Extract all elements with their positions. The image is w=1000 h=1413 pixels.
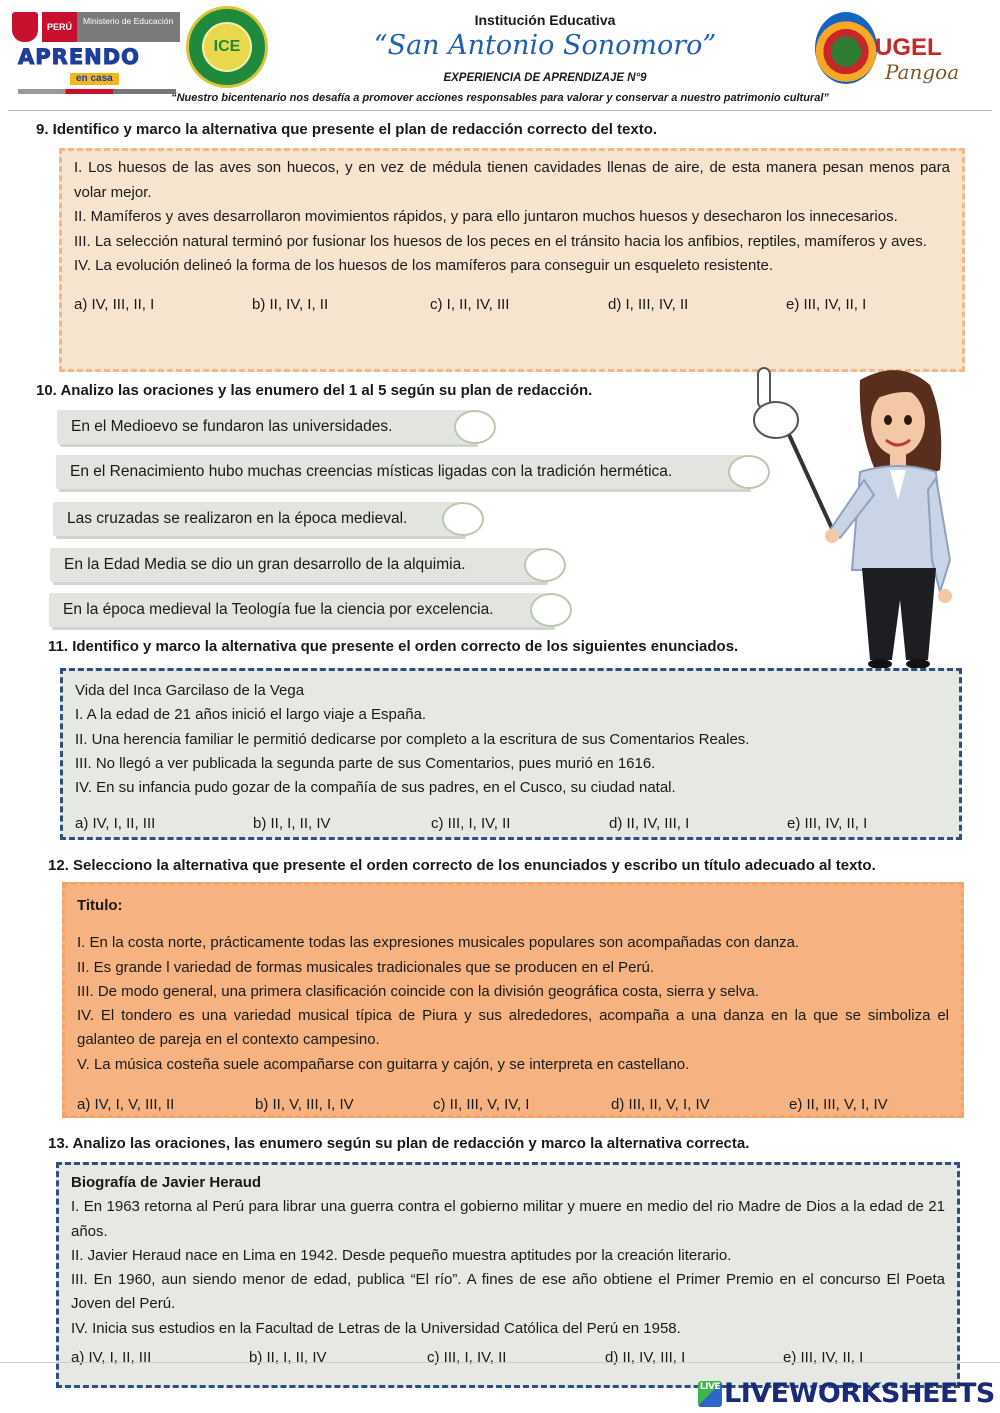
q13-title: Biografía de Javier Heraud bbox=[71, 1174, 262, 1191]
q12-statement: II. Es grande l variedad de formas musicales tradicionales que se producen en el Perú. bbox=[77, 958, 654, 976]
q13-options bbox=[71, 1346, 945, 1370]
q12-option-d[interactable]: d) III, II, V, I, IV bbox=[611, 1096, 710, 1114]
q10-answer-circle-3[interactable] bbox=[442, 502, 484, 536]
q12-statement: I. En la costa norte, prácticamente todas las expresiones musicales populares son acompañadas con danza. bbox=[77, 934, 800, 952]
q10-sentence-text: En el Medioevo se fundaron las universidades. bbox=[71, 418, 393, 435]
q10-prompt: 10. Analizo las oraciones y las enumero del 1 al 5 según su plan de redacción. bbox=[36, 382, 593, 399]
q9-statement: II. Mamíferos y aves desarrollaron movimientos rápidos, y para ello juntaron muchos huesos y desecharon los innecesarios. bbox=[74, 208, 898, 225]
q11-option-e[interactable]: e) III, IV, II, I bbox=[787, 815, 868, 833]
q10-answer-circle-4[interactable] bbox=[524, 548, 566, 582]
q12-option-c[interactable]: c) II, III, V, IV, I bbox=[433, 1096, 530, 1114]
experience-title: EXPERIENCIA DE APRENDIZAJE N°9 bbox=[443, 72, 647, 84]
q13-statement: III. En 1960, aun siendo menor de edad, publica “El río”. A fines de ese año obtiene el Primer Premio en el concurso El Poeta Joven del Perú. bbox=[71, 1271, 945, 1313]
q13-statement: II. Javier Heraud nace en Lima en 1942. Desde pequeño muestra aptitudes por la creación literario. bbox=[71, 1246, 732, 1264]
q10-sentence-2 bbox=[56, 455, 748, 489]
q13-option-e[interactable]: e) III, IV, II, I bbox=[783, 1349, 864, 1367]
q12-option-e[interactable]: e) II, III, V, I, IV bbox=[789, 1096, 888, 1114]
q12-option-a[interactable]: a) IV, I, V, III, II bbox=[77, 1096, 175, 1114]
q12-statement: V. La música costeña suele acompañarse con guitarra y cajón, y se interpreta en castellano. bbox=[77, 1055, 690, 1073]
q12-option-b[interactable]: b) II, V, III, I, IV bbox=[255, 1096, 354, 1114]
q10-sentence-1 bbox=[57, 410, 475, 444]
q11-statement: IV. En su infancia pudo gozar de la compañía de sus padres, en el Cusco, su ciudad natal. bbox=[75, 779, 676, 797]
q12-statement: IV. El tondero es una variedad musical típica de Piura y sus alrededores, acompaña a una danza en la que se simboliza el galanteo de pareja en el contexto campesino. bbox=[77, 1007, 949, 1049]
ugel-emblem-icon bbox=[815, 12, 877, 84]
ugel-subtitle: Pangoa bbox=[885, 60, 960, 84]
institution-label: Institución Educativa bbox=[474, 12, 616, 28]
q9-statement: III. La selección natural terminó por fusionar los huesos de los peces en el tránsito hacia los anfibios, reptiles, mamíferos y aves. bbox=[74, 232, 927, 250]
ugel-title: UGEL bbox=[875, 34, 942, 61]
q10-sentence-4 bbox=[50, 548, 545, 582]
q10-sentence-text: En la Edad Media se dio un gran desarrollo de la alquimia. bbox=[64, 556, 466, 573]
footer-divider bbox=[0, 1362, 1000, 1363]
pointing-hand-icon bbox=[754, 368, 798, 438]
q9-statement: IV. La evolución delineó la forma de los huesos de los mamíferos para conseguir un esqueleto resistente. bbox=[74, 257, 774, 274]
school-emblem-text: ICE bbox=[202, 22, 252, 72]
aprendo-title: APRENDO bbox=[18, 45, 141, 69]
ministry-name: Ministerio de Educación bbox=[77, 12, 180, 42]
q13-option-c[interactable]: c) III, I, IV, II bbox=[427, 1349, 507, 1367]
aprendo-subtitle: en casa bbox=[70, 73, 119, 85]
header-divider bbox=[8, 110, 992, 111]
q12-title-label: Titulo: bbox=[77, 897, 123, 914]
q9-option-d[interactable]: d) I, III, IV, II bbox=[608, 295, 689, 313]
q13-prompt: 13. Analizo las oraciones, las enumero según su plan de redacción y marco la alternativa correcta. bbox=[48, 1135, 750, 1152]
ministry-logo bbox=[12, 10, 180, 44]
q10-answer-circle-5[interactable] bbox=[530, 593, 572, 627]
q10-sentence-5 bbox=[49, 593, 552, 627]
q10-sentence-text: En la época medieval la Teología fue la ciencia por excelencia. bbox=[63, 601, 494, 618]
q13-option-a[interactable]: a) IV, I, II, III bbox=[71, 1349, 152, 1367]
q11-option-b[interactable]: b) II, I, II, IV bbox=[253, 815, 331, 833]
q9-statement: I. Los huesos de las aves son huecos, y en vez de médula tienen cavidades llenas de aire, de esta manera pesan menos para volar mejor. bbox=[74, 159, 950, 201]
q12-options bbox=[77, 1093, 949, 1117]
ugel-logo bbox=[815, 12, 965, 90]
page-header bbox=[0, 0, 1000, 112]
school-emblem bbox=[186, 6, 268, 88]
q12-statement: III. De modo general, una primera clasificación coincide con la división geográfica costa, sierra y selva. bbox=[77, 982, 760, 1000]
q13-statement: I. En 1963 retorna al Perú para librar una guerra contra el gobierno militar y muere en medio del rio Madre de Dios a la edad de 21 años. bbox=[71, 1198, 945, 1240]
q12-prompt: 12. Selecciono la alternativa que presente el orden correcto de los enunciados y escribo un título adecuado al texto. bbox=[48, 857, 876, 874]
q11-option-a[interactable]: a) IV, I, II, III bbox=[75, 815, 156, 833]
teacher-illustration bbox=[740, 360, 970, 670]
ministry-country: PERÚ bbox=[42, 12, 77, 42]
q11-option-c[interactable]: c) III, I, IV, II bbox=[431, 815, 511, 833]
q10-answer-circle-1[interactable] bbox=[454, 410, 496, 444]
liveworksheets-text: LIVEWORKSHEETS bbox=[724, 1378, 995, 1409]
institution-name: “San Antonio Sonomoro” bbox=[373, 30, 717, 61]
q11-option-d[interactable]: d) II, IV, III, I bbox=[609, 815, 690, 833]
q12-text-box bbox=[62, 882, 964, 1118]
q9-option-b[interactable]: b) II, IV, I, II bbox=[252, 295, 329, 313]
q13-text-box bbox=[56, 1162, 960, 1388]
q9-option-a[interactable]: a) IV, III, II, I bbox=[74, 295, 155, 313]
q11-statement: I. A la edad de 21 años inició el largo viaje a España. bbox=[75, 706, 427, 724]
q10-sentence-text: Las cruzadas se realizaron en la época medieval. bbox=[67, 510, 408, 527]
q9-prompt: 9. Identifico y marco la alternativa que presente el plan de redacción correcto del texto. bbox=[36, 121, 658, 138]
q10-sentence-3 bbox=[53, 502, 463, 536]
q11-title: Vida del Inca Garcilaso de la Vega bbox=[75, 682, 305, 699]
coat-of-arms-icon bbox=[12, 12, 38, 42]
q9-option-c[interactable]: c) I, II, IV, III bbox=[430, 295, 510, 313]
q9-text-box bbox=[59, 148, 965, 372]
q11-text-box bbox=[60, 668, 962, 840]
q13-option-b[interactable]: b) II, I, II, IV bbox=[249, 1349, 327, 1367]
aprendo-en-casa-logo bbox=[18, 46, 176, 86]
q13-option-d[interactable]: d) II, IV, III, I bbox=[605, 1349, 686, 1367]
liveworksheets-logo-icon: LIVE bbox=[698, 1381, 722, 1407]
q11-statement: II. Una herencia familiar le permitió dedicarse por completo a la escritura de sus Comentarios Reales. bbox=[75, 730, 750, 748]
q11-prompt: 11. Identifico y marco la alternativa que presente el orden correcto de los siguientes enunciados. bbox=[48, 638, 739, 655]
q9-options bbox=[74, 293, 950, 318]
q11-statement: III. No llegó a ver publicada la segunda parte de sus Comentarios, pues murió en 1616. bbox=[75, 754, 656, 772]
liveworksheets-watermark bbox=[698, 1378, 995, 1409]
q12-title-blank[interactable] bbox=[135, 920, 949, 921]
q11-options bbox=[75, 812, 947, 836]
q9-option-e[interactable]: e) III, IV, II, I bbox=[786, 295, 867, 313]
q10-sentence-text: En el Renacimiento hubo muchas creencias místicas ligadas con la tradición hermética. bbox=[70, 463, 673, 480]
motto: “Nuestro bicentenario nos desafía a promover acciones responsables para valorar y conservar a nuestro patrimonio cultural” bbox=[171, 92, 829, 104]
q13-statement: IV. Inicia sus estudios en la Facultad de Letras de la Universidad Católica del Perú en 1958. bbox=[71, 1319, 681, 1337]
